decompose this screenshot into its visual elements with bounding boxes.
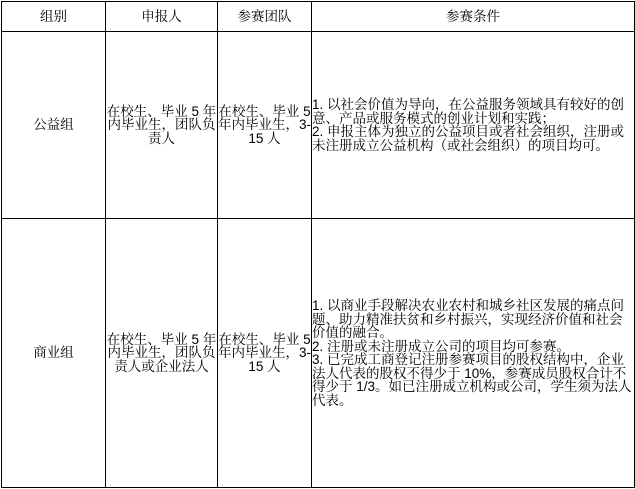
column-header-group: 组别 xyxy=(2,2,106,32)
cell-group-business: 商业组 xyxy=(2,219,106,488)
cell-applicant-business: 在校生、毕业 5 年内毕业生，团队负责人或企业法人 xyxy=(106,219,218,488)
cell-conditions-public xyxy=(312,32,635,219)
condition-item: 3. 已完成工商登记注册参赛项目的股权结构中，企业法人代表的股权不得少于 10%，参赛成员股权合计不得少于 1/3。如已注册成立机构或公司，学生须为法人代表。 xyxy=(312,352,632,408)
column-header-applicant: 申报人 xyxy=(106,2,218,32)
table-row xyxy=(2,219,635,488)
cell-conditions-business xyxy=(312,219,635,488)
column-header-team: 参赛团队 xyxy=(218,2,312,32)
cell-applicant-public: 在校生、毕业 5 年内毕业生，团队负责人 xyxy=(106,32,218,219)
condition-item: 1. 以社会价值为导向，在公益服务领域具有较好的创意、产品或服务模式的创业计划和实践； xyxy=(312,97,625,126)
table-header-row xyxy=(2,2,635,32)
column-header-conditions: 参赛条件 xyxy=(312,2,635,32)
condition-item: 2. 申报主体为独立的公益项目或者社会组织，注册或未注册成立公益机构（或社会组织）的项目均可。 xyxy=(312,124,625,153)
cell-group-public: 公益组 xyxy=(2,32,106,219)
table-row xyxy=(2,32,635,219)
cell-team-business: 在校生、毕业 5 年内毕业生，3-15 人 xyxy=(218,219,312,488)
cell-team-public: 在校生、毕业 5 年内毕业生，3-15 人 xyxy=(218,32,312,219)
condition-item: 2. 注册或未注册成立公司的项目均可参赛。 xyxy=(312,338,571,354)
competition-requirements-table xyxy=(1,1,635,488)
condition-item: 1. 以商业手段解决农业农村和城乡社区发展的痛点问题、助力精准扶贫和乡村振兴，实现经济价值和社会价值的融合。 xyxy=(312,298,625,340)
